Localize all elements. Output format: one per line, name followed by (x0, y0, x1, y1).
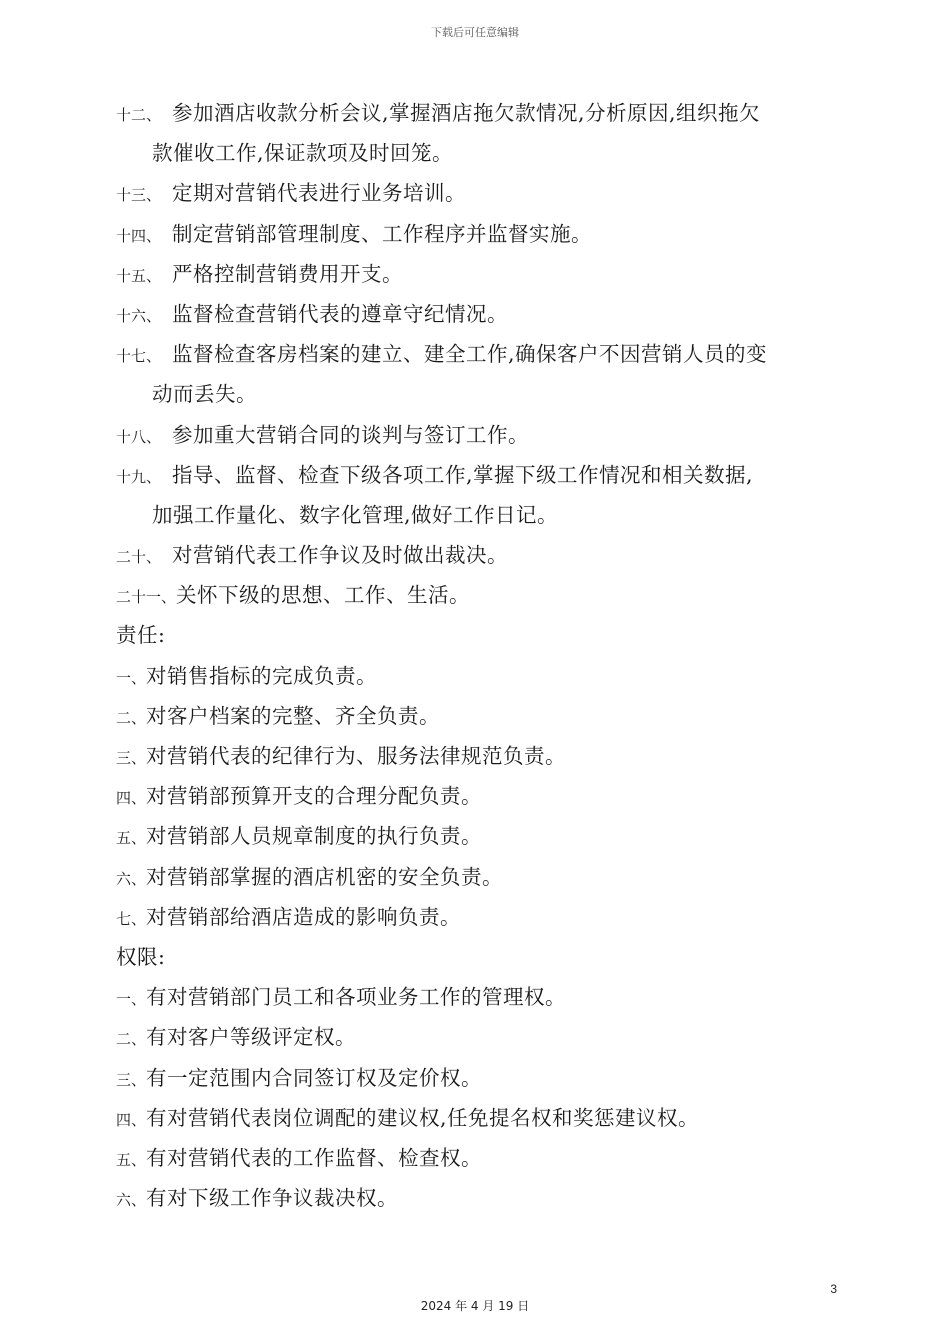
duty-item (116, 93, 846, 173)
responsibility-item (116, 857, 846, 897)
item-number: 二十、 (116, 548, 162, 567)
item-number: 四、 (116, 1110, 147, 1129)
duty-item (116, 535, 846, 575)
item-text: 有对客户等级评定权。 (146, 1025, 357, 1050)
item-text: 关怀下级的思想、工作、生活。 (176, 583, 471, 608)
authority-item (116, 1098, 846, 1138)
item-text: 对营销部人员规章制度的执行负责。 (146, 824, 483, 849)
page-header: 下载后可任意编辑 (431, 26, 519, 39)
responsibility-item (116, 656, 846, 696)
authority-item (116, 1017, 846, 1057)
item-number: 十四、 (116, 226, 162, 245)
duty-item (116, 575, 846, 615)
item-number: 十三、 (116, 186, 162, 205)
item-text: 指导、监督、检查下级各项工作,掌握下级工作情况和相关数据, (172, 462, 754, 487)
section-heading-responsibility: 责任: (116, 623, 166, 648)
authority-item (116, 1178, 846, 1218)
item-number: 二十一、 (116, 588, 177, 607)
item-text: 有对下级工作争议裁决权。 (146, 1186, 399, 1211)
duty-item (116, 254, 846, 294)
item-text: 参加重大营销合同的谈判与签订工作。 (172, 422, 529, 447)
item-text: 监督检查营销代表的遵章守纪情况。 (172, 301, 508, 326)
item-number: 六、 (116, 1191, 147, 1210)
responsibility-item (116, 696, 846, 736)
item-text: 制定营销部管理制度、工作程序并监督实施。 (172, 221, 592, 246)
item-text: 定期对营销代表进行业务培训。 (172, 181, 466, 206)
duty-item (116, 455, 846, 535)
authority-item (116, 1058, 846, 1098)
item-number: 十八、 (116, 427, 162, 446)
item-text: 对客户档案的完整、齐全负责。 (146, 703, 441, 728)
responsibility-item (116, 816, 846, 856)
item-text: 有对营销代表岗位调配的建议权,任免提名权和奖惩建议权。 (146, 1105, 700, 1130)
responsibility-item (116, 736, 846, 776)
item-number: 十二、 (116, 106, 162, 124)
item-number: 三、 (116, 1070, 147, 1089)
item-text: 对销售指标的完成负责。 (146, 663, 378, 688)
item-text: 参加酒店收款分析会议,掌握酒店拖欠款情况,分析原因,组织拖欠 (172, 101, 761, 125)
item-text: 对营销部给酒店造成的影响负责。 (146, 904, 462, 929)
duty-item (116, 173, 846, 213)
duty-item (116, 214, 846, 254)
item-number: 四、 (116, 789, 147, 808)
responsibility-item (116, 897, 846, 937)
item-text: 有对营销代表的工作监督、检查权。 (146, 1145, 483, 1170)
item-text: 对营销代表工作争议及时做出裁决。 (172, 543, 508, 568)
item-text: 对营销部掌握的酒店机密的安全负责。 (146, 864, 504, 889)
item-text: 对营销代表的纪律行为、服务法律规范负责。 (146, 744, 567, 768)
authority-item (116, 977, 846, 1017)
item-number: 三、 (116, 749, 147, 767)
item-text: 有对营销部门员工和各项业务工作的管理权。 (146, 985, 567, 1010)
item-number: 十九、 (116, 467, 162, 486)
item-number: 五、 (116, 829, 147, 848)
section-heading-authority: 权限: (116, 944, 166, 969)
item-number: 一、 (116, 990, 147, 1009)
document-body (116, 93, 846, 1218)
duty-item (116, 415, 846, 455)
item-text: 严格控制营销费用开支。 (172, 261, 403, 286)
item-text-continued: 动而丢失。 (152, 382, 257, 407)
item-number: 二、 (116, 1030, 147, 1049)
item-number: 二、 (116, 708, 147, 727)
item-number: 十五、 (116, 266, 162, 285)
item-text-continued: 款催收工作,保证款项及时回笼。 (152, 141, 454, 166)
responsibility-item (116, 776, 846, 816)
duty-item (116, 294, 846, 334)
item-text: 监督检查客房档案的建立、建全工作,确保客户不因营销人员的变 (172, 342, 768, 367)
item-number: 十七、 (116, 347, 162, 366)
item-number: 一、 (116, 668, 147, 687)
item-number: 五、 (116, 1150, 147, 1169)
item-number: 六、 (116, 869, 147, 888)
duty-item (116, 334, 846, 414)
item-text: 对营销部预算开支的合理分配负责。 (146, 784, 483, 809)
page-number: 3 (830, 1282, 837, 1296)
footer-date: 2024 年 4 月 19 日 (420, 1299, 530, 1313)
item-text: 有一定范围内合同签订权及定价权。 (146, 1065, 483, 1090)
item-number: 十六、 (116, 306, 162, 325)
item-text-continued: 加强工作量化、数字化管理,做好工作日记。 (152, 502, 559, 527)
authority-item (116, 1138, 846, 1178)
item-number: 七、 (116, 909, 147, 928)
